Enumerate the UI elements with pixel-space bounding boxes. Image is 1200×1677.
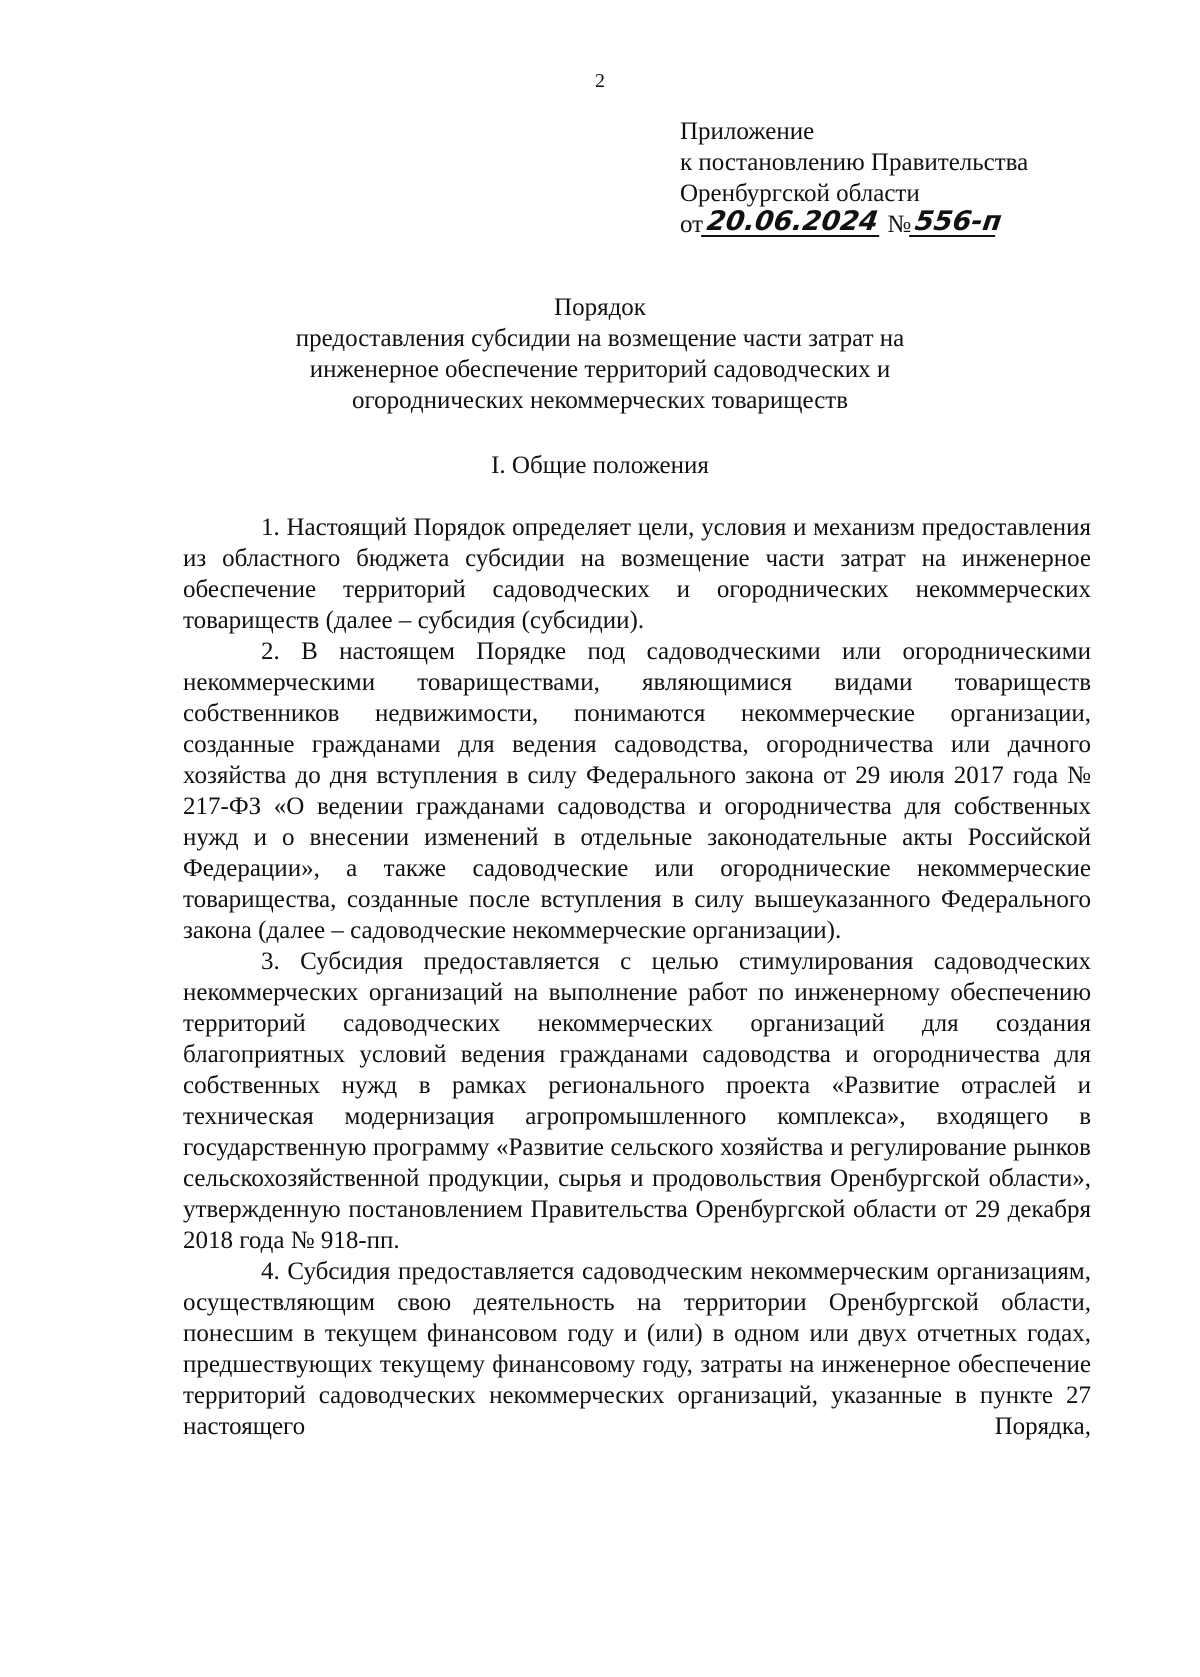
page-number: 2 — [595, 70, 605, 92]
appendix-date-line — [680, 206, 1100, 240]
appendix-reference: к постановлению Правительства — [680, 149, 1029, 176]
document-body — [183, 512, 1091, 1442]
section-heading: I. Общие положения — [491, 452, 709, 479]
title-line-4: огороднических некоммерческих товариществ — [351, 387, 849, 414]
title-line-1: Порядок — [554, 294, 646, 321]
appendix-title: Приложение — [680, 118, 815, 145]
appendix-block — [680, 116, 1100, 240]
handwritten-date: 20.06.2024 — [701, 209, 883, 237]
paragraph-3: 3. Субсидия предоставляется с целью стимулирования садоводческих некоммерческих организаций на выполнение работ по инженерному обеспечению территорий садоводческих некоммерческих организаций для создания благоприятных условий ведения гражданами садоводства и огородничества для собственных нужд в рамках регионального проекта «Развитие отраслей и техническая модернизация агропромышленного комплекса», входящего в государственную программу «Развитие сельского хозяйства и регулирование рынков сельскохозяйственной продукции, сырья и продовольствия Оренбургской области», утвержденную постановлением Правительства Оренбургской области от 29 декабря 2018 года № 918-пп. — [183, 948, 1091, 1254]
paragraph-2: 2. В настоящем Порядке под садоводческими или огородническими некоммерческими товариществами, являющимися видами товариществ собственников недвижимости, понимаются некоммерческие организации, созданные гражданами для ведения садоводства, огородничества или дачного хозяйства до дня вступления в силу Федерального закона от 29 июля 2017 года № 217-ФЗ «О ведении гражданами садоводства и огородничества для собственных нужд и о внесении изменений в отдельные законодательные акты Российской Федерации», а также садоводческие или огороднические некоммерческие товарищества, созданные после вступления в силу вышеуказанного Федерального закона (далее – садоводческие некоммерческие организации). — [183, 638, 1091, 944]
date-prefix: от — [680, 211, 704, 238]
paragraph-1: 1. Настоящий Порядок определяет цели, условия и механизм предоставления из областного бюджета субсидии на возмещение части затрат на инженерное обеспечение территорий садоводческих и огороднических некоммерческих товариществ (далее – субсидия (субсидии). — [183, 514, 1091, 634]
paragraph-4: 4. Субсидия предоставляется садоводческим некоммерческим организациям, осуществляющим свою деятельность на территории Оренбургской области, понесшим в текущем финансовом году и (или) в одном или двух отчетных годах, предшествующих текущему финансовому году, затраты на инженерное обеспечение территорий садоводческих некоммерческих организаций, указанные в пункте 27 настоящего Порядка, — [183, 1258, 1091, 1440]
document-title — [0, 292, 1200, 416]
number-sign: № — [887, 211, 912, 238]
handwritten-number: 556-п — [909, 209, 999, 237]
appendix-region: Оренбургской области — [680, 180, 920, 207]
title-line-2: предоставления субсидии на возмещение части затрат на — [295, 325, 905, 352]
title-line-3: инженерное обеспечение территорий садоводческих и — [309, 356, 891, 383]
